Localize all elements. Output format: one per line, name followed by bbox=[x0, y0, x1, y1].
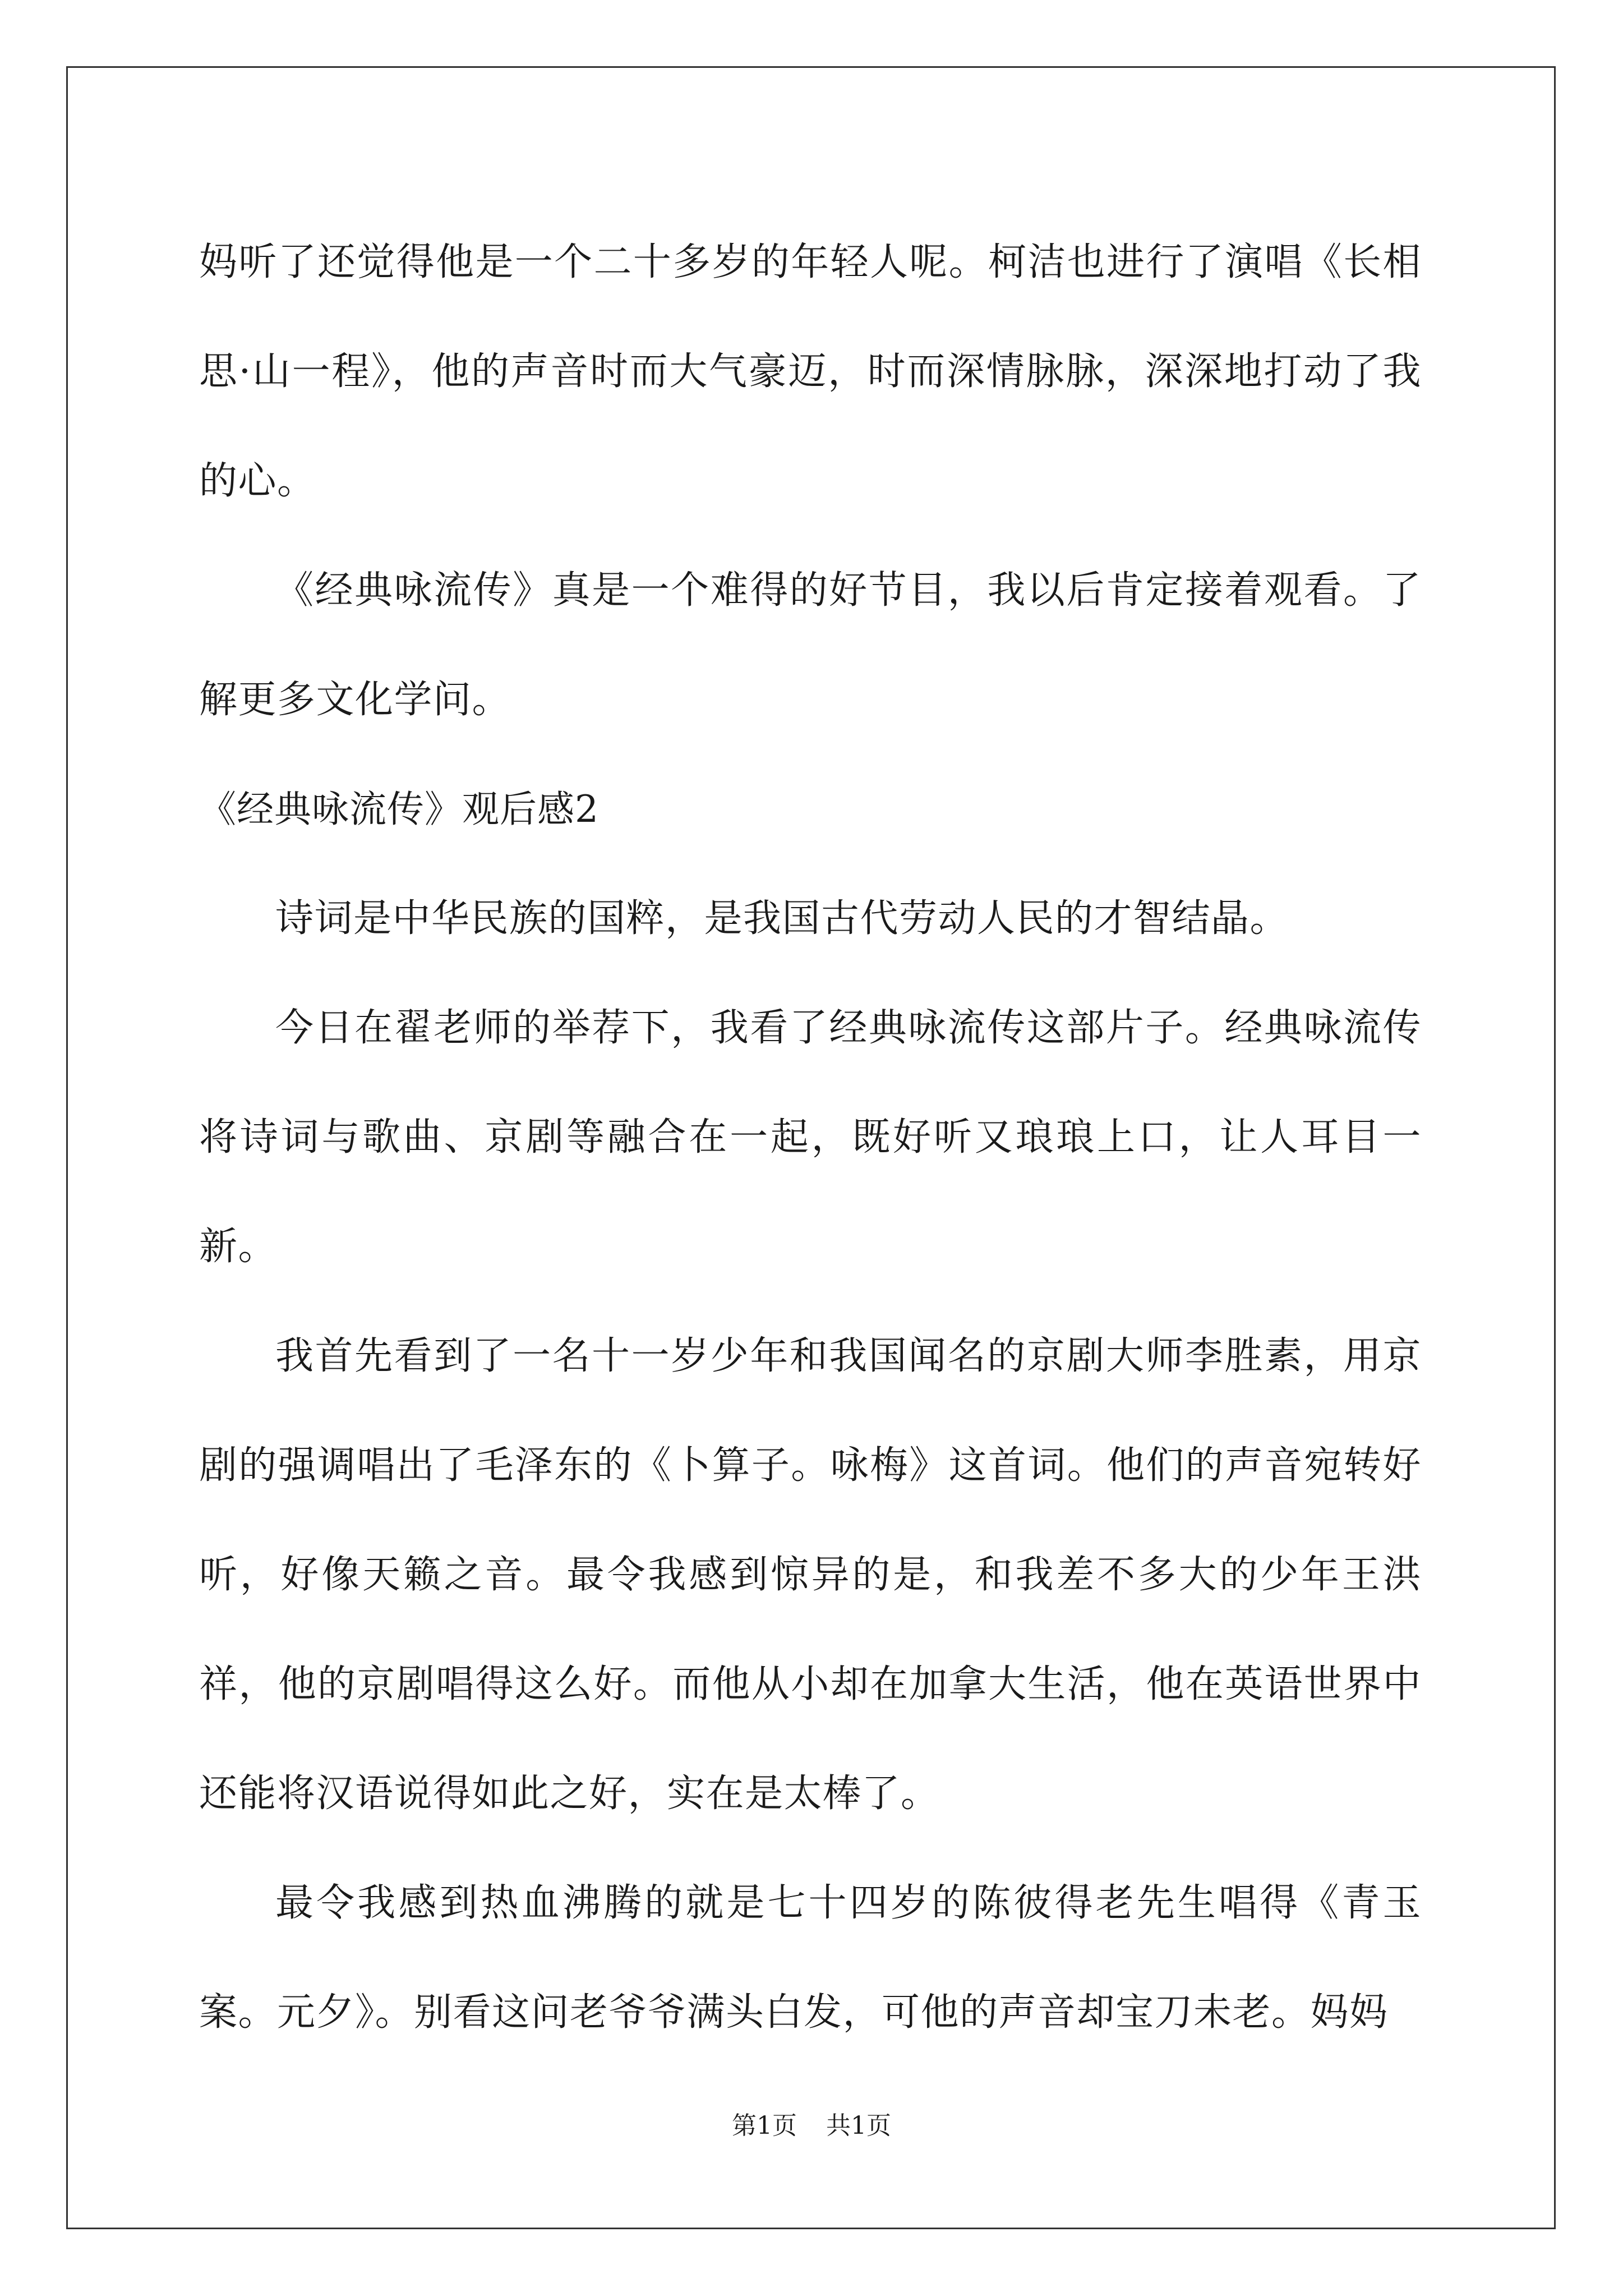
paragraph-3: 诗词是中华民族的国粹，是我国古代劳动人民的才智结晶。 bbox=[275, 896, 1289, 941]
paragraph-1: 妈听了还觉得他是一个二十多岁的年轻人呢。柯洁也进行了演唱《长相思·山一程》，他的声音时而大气豪迈，时而深情脉脉，深深地打动了我的心。 bbox=[199, 240, 1422, 503]
page-footer bbox=[0, 2109, 1623, 2143]
page-number: 第1页 bbox=[732, 2111, 797, 2140]
section-heading: 《经典咏流传》观后感2 bbox=[199, 788, 599, 831]
paragraph-5: 我首先看到了一名十一岁少年和我国闻名的京剧大师李胜素，用京剧的强调唱出了毛泽东的《卜算子。咏梅》这首词。他们的声音宛转好听，好像天籁之音。最令我感到惊异的是，和我差不多大的少年王洪祥，他的京剧唱得这么好。而他从小却在加拿大生活，他在英语世界中还能将汉语说得如此之好，实在是太棒了。 bbox=[199, 1334, 1422, 1816]
paragraph-2: 《经典咏流传》真是一个难得的好节目，我以后肯定接着观看。了解更多文化学问。 bbox=[199, 568, 1422, 722]
page-total: 共1页 bbox=[826, 2111, 891, 2140]
paragraph-4: 今日在翟老师的举荐下，我看了经典咏流传这部片子。经典咏流传将诗词与歌曲、京剧等融合在一起，既好听又琅琅上口，让人耳目一新。 bbox=[199, 1006, 1422, 1269]
paragraph-6: 最令我感到热血沸腾的就是七十四岁的陈彼得老先生唱得《青玉案。元夕》。别看这问老爷爷满头白发，可他的声音却宝刀未老。妈妈 bbox=[199, 1881, 1422, 2035]
document-body bbox=[199, 208, 1422, 2067]
